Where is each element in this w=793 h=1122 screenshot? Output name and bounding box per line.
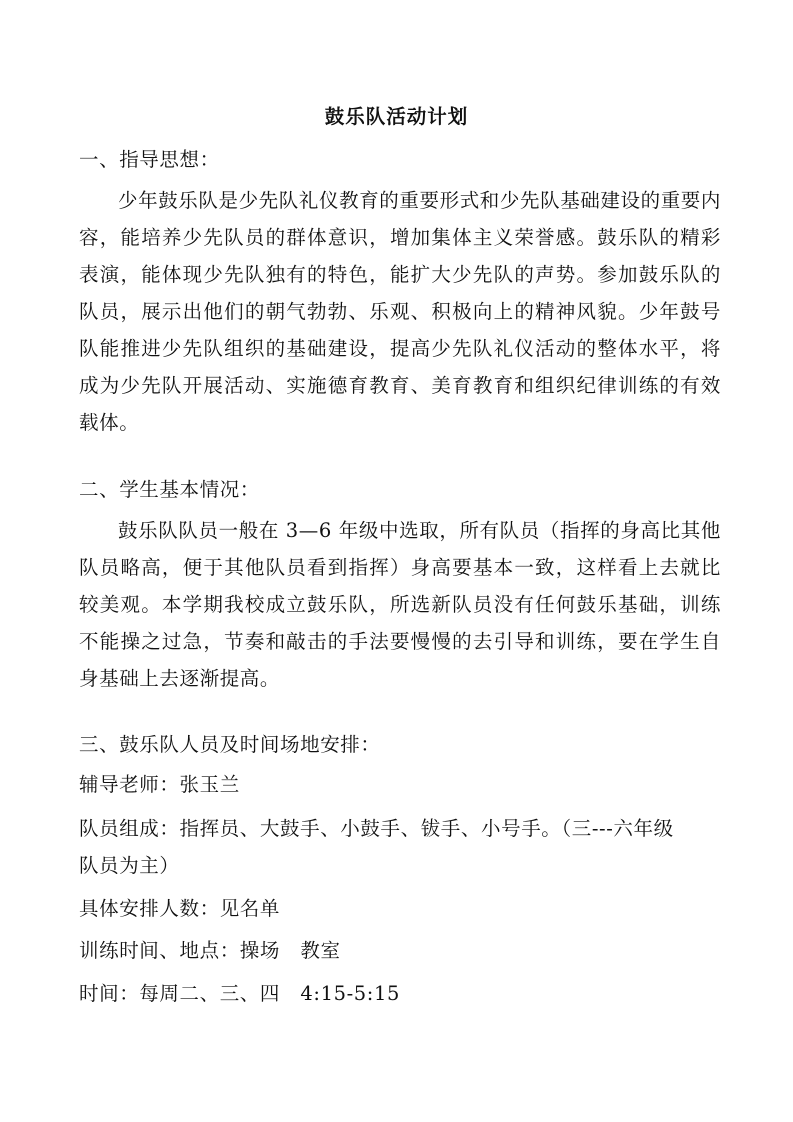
line-team-composition-cont: 队员为主） xyxy=(79,854,180,877)
line-instructor: 辅导老师：张玉兰 xyxy=(79,773,240,796)
paragraph-guiding-ideology: 少年鼓乐队是少先队礼仪教育的重要形式和少先队基础建设的重要内容，能培养少先队员的群体意识，增加集体主义荣誉感。鼓乐队的精彩表演，能体现少先队独有的特色，能扩大少先队的声势。参加鼓乐队的队员，展示出他们的朝气勃勃、乐观、积极向上的精神风貌。少年鼓号队能推进少先队组织的基础建设，提高少先队礼仪活动的整体水平，将成为少先队开展活动、实施德育教育、美育教育和组织纪律训练的有效载体。 xyxy=(79,189,722,434)
line-training-location: 训练时间、地点：操场 教室 xyxy=(79,939,341,962)
section-heading-guiding-ideology: 一、指导思想： xyxy=(79,148,220,171)
section-heading-student-situation: 二、学生基本情况： xyxy=(79,478,260,501)
line-training-time: 时间：每周二、三、四 4:15-5:15 xyxy=(79,982,400,1005)
line-headcount: 具体安排人数：见名单 xyxy=(79,897,281,920)
section-heading-arrangement: 三、鼓乐队人员及时间场地安排： xyxy=(79,733,381,756)
line-team-composition: 队员组成：指挥员、大鼓手、小鼓手、钹手、小号手。（三---六年级 xyxy=(79,817,674,840)
document-title: 鼓乐队活动计划 xyxy=(324,105,469,128)
paragraph-student-situation: 鼓乐队队员一般在 3—6 年级中选取，所有队员（指挥的身高比其他队员略高，便于其他队员看到指挥）身高要基本一致，这样看上去就比较美观。本学期我校成立鼓乐队，所选新队员没有任何鼓乐基础，训练不能操之过急，节奏和敲击的手法要慢慢的去引导和训练，要在学生自身基础上去逐渐提高。 xyxy=(79,519,721,690)
